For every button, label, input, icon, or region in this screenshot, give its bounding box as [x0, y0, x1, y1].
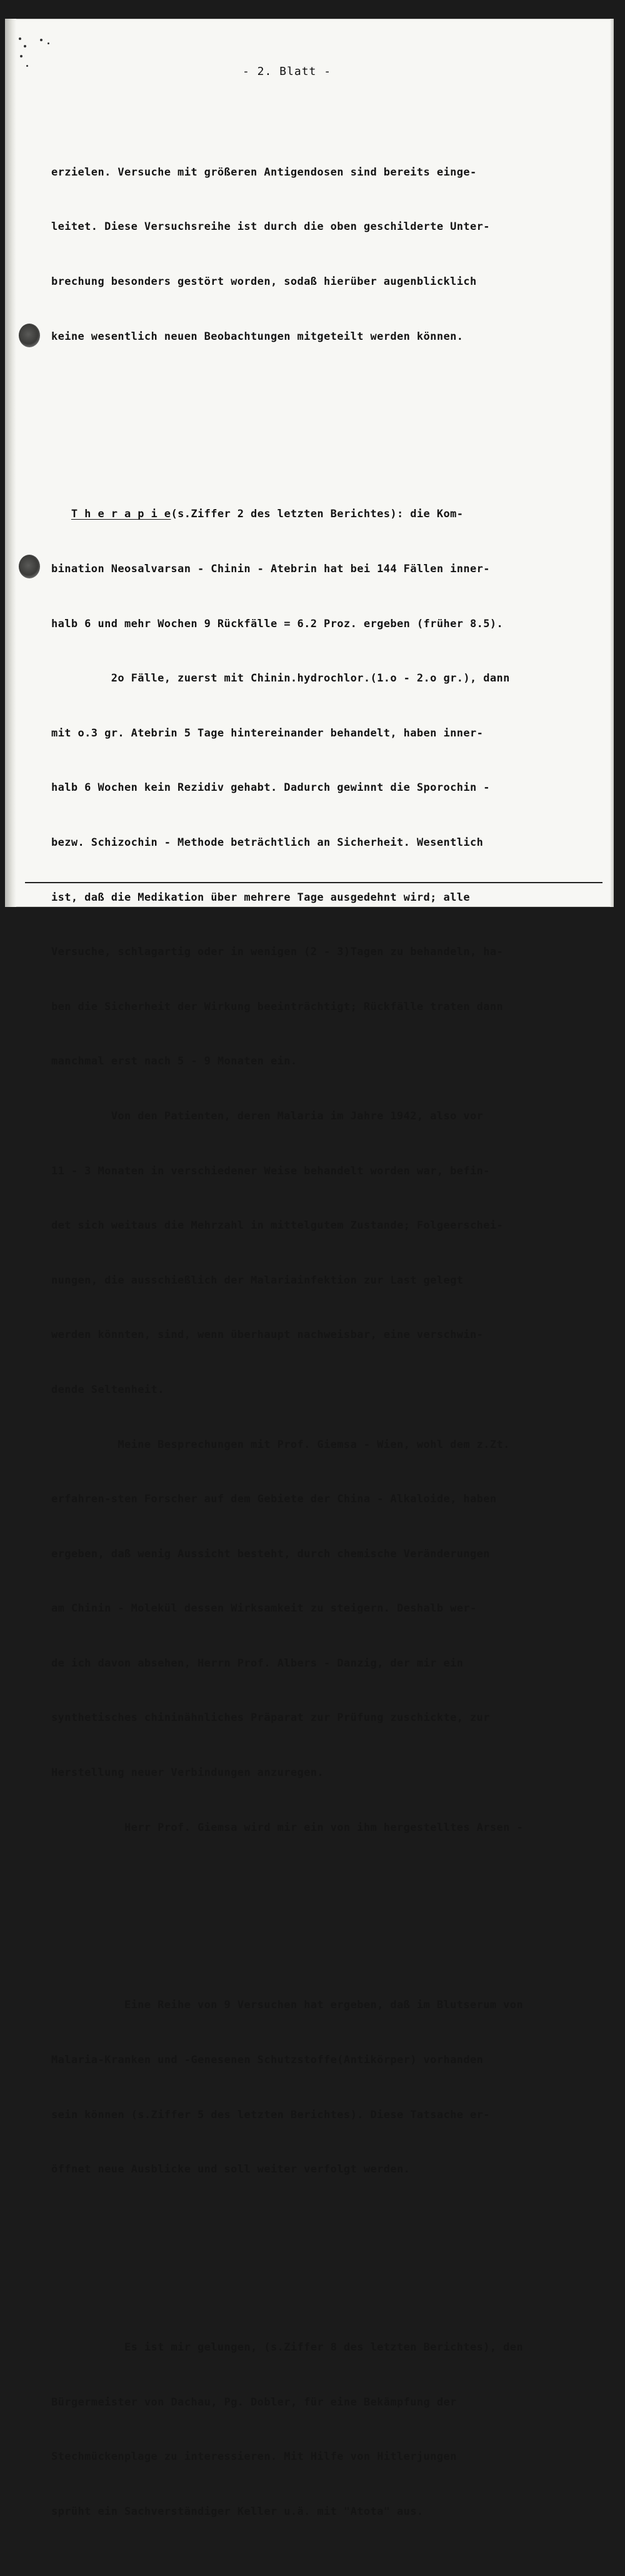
text-line: sprüht ein Sachverständiger Keller u.ä. mit "Atota" aus. [51, 2505, 424, 2518]
text-line: nungen, die ausschießlich der Malariainfektion zur Last gelegt [51, 1274, 464, 1287]
text-line: dende Seltenheit. [51, 1383, 164, 1396]
text-line: Herr Prof. Giemsa wird mir ein von ihm hergestelltes Arsen - [51, 1821, 524, 1834]
page-left-edge [5, 19, 16, 907]
text-line: leitet. Diese Versuchsreihe ist durch die oben geschilderte Unter- [51, 220, 490, 234]
text-line: 2o Fälle, zuerst mit Chinin.hydrochlor.(1.o - 2.o gr.), dann [51, 672, 510, 685]
text-line: ben die Sicherheit der Wirkung beeinträchtigt; Rückfälle traten dann [51, 1000, 504, 1013]
text-line: Stechmückenplage zu interessieren. Mit Hilfe von Hitlerjungen [51, 2450, 457, 2464]
text-line: Malaria-Kranken und -Genesenen Schutzstoffe(Antikörper) vorhanden [51, 2054, 484, 2067]
document-body [51, 91, 595, 2576]
text-line: öffnet neue Ausblicke und soll weiter verfolgt werden. [51, 2163, 411, 2176]
page-right-edge [610, 19, 614, 907]
text-line: mit o.3 gr. Atebrin 5 Tage hintereinander behandelt, haben inner- [51, 726, 484, 740]
text-line: sein können (s.Ziffer 5 des letzten Berichtes). Diese Tatsache er- [51, 2108, 490, 2121]
text-line: werden könnten, sind, wenn überhaupt nachweisbar, eine verschwin- [51, 1329, 484, 1342]
text-line: halb 6 und mehr Wochen 9 Rückfälle = 6.2 Proz. ergeben (früher 8.5). [51, 617, 504, 630]
text-line: Versuche, schlagartig oder in wenigen (2 - 3)Tagen zu behandeln, ha- [51, 946, 504, 959]
text-line: Eine Reihe von 9 Versuchen hat ergeben, daß im Blutserum von [51, 1999, 524, 2012]
paragraph-p2 [51, 469, 595, 1873]
text-line: keine wesentlich neuen Beobachtungen mitgeteilt werden können. [51, 330, 464, 343]
text-line: 11 - 3 Monaten in verschiedener Weise behandelt worden war, befin- [51, 1164, 490, 1177]
text-line [51, 505, 595, 523]
text-line: Von den Patienten, deren Malaria im Jahre 1942, also vor [51, 1109, 484, 1122]
text-line: brechung besonders gestört worden, sodaß hierüber augenblicklich [51, 275, 477, 288]
text-line: Es ist mir gelungen, (s.Ziffer 8 des letzten Berichtes), den [51, 2341, 524, 2354]
text-line: det sich weitaus die Mehrzahl in mittelgutem Zustande; Folgeerschei- [51, 1219, 504, 1232]
text-line: ergeben, daß wenig Aussicht besteht, durch chemische Veränderungen [51, 1547, 490, 1560]
paragraph-p1 [51, 127, 595, 382]
text-line: synthetisches chininähnliches Präparat zur Prüfung zuschickte, zur [51, 1712, 490, 1725]
text-line: bezw. Schizochin - Methode beträchtlich an Sicherheit. Wesentlich [51, 836, 484, 849]
therapie-heading: T h e r a p i e [71, 508, 171, 521]
corner-specks [18, 34, 61, 77]
text-line: Meine Besprechungen mit Prof. Giemsa - Wien, wohl dem z.Zt. [51, 1438, 510, 1451]
paragraph-p3 [51, 1960, 595, 2216]
text-line: halb 6 Wochen kein Rezidiv gehabt. Dadurch gewinnt die Sporochin - [51, 781, 490, 795]
punch-hole-upper [19, 324, 40, 347]
text-line: erfahren-sten Forscher auf dem Gebiete der China - Alkaloide, haben [51, 1493, 497, 1506]
text-line: Herstellung neuer Verbindungen anzuregen. [51, 1766, 324, 1780]
text-fragment: (s.Ziffer 2 des letzten Berichtes): die Kom- [171, 508, 464, 521]
page-heading: - 2. Blatt - [242, 65, 332, 78]
paragraph-p4 [51, 2302, 595, 2558]
punch-hole-lower [19, 555, 40, 578]
text-line: bination Neosalvarsan - Chinin - Atebrin hat bei 144 Fällen inner- [51, 563, 490, 575]
text-line: ist, daß die Medikation über mehrere Tage ausgedehnt wird; alle [51, 891, 470, 904]
text-line: erzielen. Versuche mit größeren Antigendosen sind bereits einge- [51, 166, 477, 179]
text-line: de ich davon absehen, Herrn Prof. Albers - Danzig, der mir ein [51, 1657, 464, 1670]
text-line: manchmal erst nach 5 - 9 Monaten ein. [51, 1055, 298, 1068]
text-line: am Chinin - Molekül dessen Wirksamkeit zu steigern. Deshalb wer- [51, 1602, 477, 1615]
text-line: Bürgermeister von Dachau, Pg. Dobler, für eine Bekämpfung der [51, 2395, 457, 2409]
